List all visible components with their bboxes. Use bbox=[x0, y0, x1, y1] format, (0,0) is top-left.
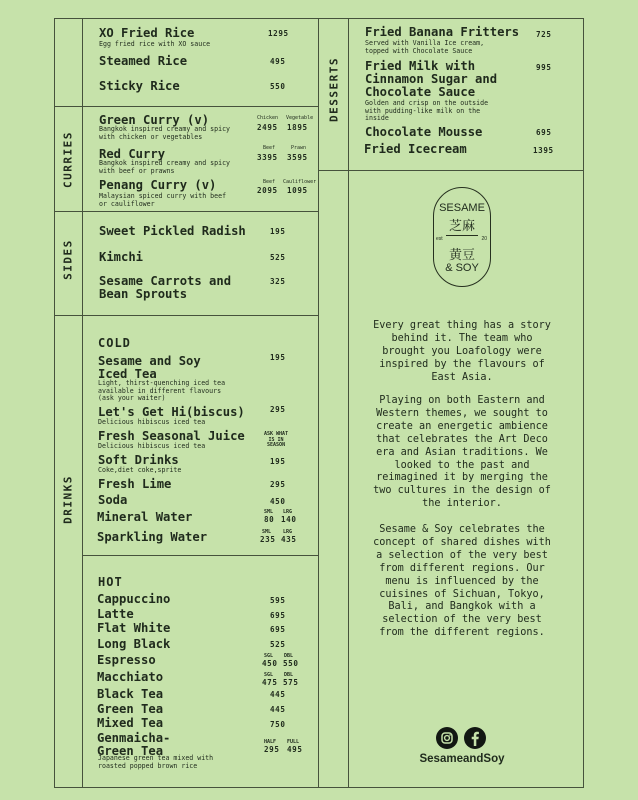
menu-item-name: Penang Curry (v) bbox=[99, 178, 217, 192]
menu-item-name: Green Curry (v) bbox=[99, 113, 210, 127]
frame-top bbox=[54, 18, 584, 19]
menu-item-price: 2495 bbox=[257, 123, 278, 132]
menu-item-price: ASK WHAT IS IN SEASON bbox=[264, 431, 289, 448]
menu-item-description: Bangkok inspired creamy and spicy with beef or prawns bbox=[99, 159, 231, 175]
logo-divider bbox=[446, 235, 478, 236]
price-option-label: DBL bbox=[284, 653, 294, 659]
menu-item-price: 295 bbox=[270, 405, 286, 414]
menu-item-description: Japanese green tea mixed with roasted popped brown rice bbox=[98, 754, 214, 770]
menu-item-name: Let's Get Hi(biscus) bbox=[98, 405, 245, 419]
menu-item-price: 525 bbox=[270, 640, 286, 649]
rule-desserts bbox=[318, 170, 584, 171]
cold-heading: COLD bbox=[98, 336, 131, 350]
menu-item-price: 595 bbox=[270, 596, 286, 605]
price-option-label: Chicken bbox=[257, 115, 279, 121]
price-option-label: Vegetable bbox=[286, 115, 314, 121]
instagram-icon[interactable] bbox=[436, 727, 458, 749]
menu-item-price: 2095 bbox=[257, 186, 278, 195]
story-paragraph-3: Sesame & Soy celebrates the concept of shared dishes with a selection of the very best from different regions. Our menu is influenced by the cuisines of Sichuan, Tokyo, Bali, and Bangkok with a selection of the very best from the different regions. bbox=[373, 524, 551, 639]
menu-item-name: Sesame and Soy Iced Tea bbox=[98, 354, 201, 381]
rule-sides bbox=[54, 211, 319, 212]
rule-drinks bbox=[54, 315, 319, 316]
menu-item-price: 1095 bbox=[287, 186, 308, 195]
menu-item-name: Kimchi bbox=[99, 250, 144, 264]
menu-item-price: 450 bbox=[262, 659, 278, 668]
menu-item-name: XO Fried Rice bbox=[99, 26, 195, 40]
menu-item-description: Delicious hibiscus iced tea bbox=[98, 418, 206, 426]
menu-item-name: Black Tea bbox=[97, 687, 164, 701]
section-label-desserts: DESSERTS bbox=[327, 57, 341, 122]
logo-est: est bbox=[436, 236, 443, 242]
menu-item-name: Green Tea bbox=[97, 702, 164, 716]
menu-item-price: 140 bbox=[281, 515, 297, 524]
menu-item-price: 475 bbox=[262, 678, 278, 687]
price-option-label: Beef bbox=[263, 179, 276, 185]
section-label-drinks: DRINKS bbox=[61, 475, 75, 524]
menu-item-description: Coke,diet coke,sprite bbox=[98, 466, 182, 474]
price-option-label: SGL bbox=[264, 672, 274, 678]
menu-item-name: Long Black bbox=[97, 637, 171, 651]
menu-item-price: 3595 bbox=[287, 153, 308, 162]
menu-item-price: 575 bbox=[283, 678, 299, 687]
menu-item-price: 435 bbox=[281, 535, 297, 544]
logo-chinese-bottom: 黄豆 bbox=[448, 248, 475, 263]
menu-item-price: 495 bbox=[287, 745, 303, 754]
section-label-sides: SIDES bbox=[61, 239, 75, 280]
menu-item-price: 750 bbox=[270, 720, 286, 729]
menu-item-price: 1295 bbox=[268, 29, 289, 38]
menu-item-name: Chocolate Mousse bbox=[365, 125, 483, 139]
logo-year: 20 bbox=[481, 236, 487, 242]
price-option-label: LRG bbox=[283, 509, 293, 515]
menu-item-name: Soda bbox=[98, 493, 128, 507]
menu-item-price: 295 bbox=[264, 745, 280, 754]
menu-item-name: Sparkling Water bbox=[97, 530, 208, 544]
menu-item-name: Fresh Lime bbox=[98, 477, 172, 491]
menu-item-price: 450 bbox=[270, 497, 286, 506]
frame-right bbox=[583, 18, 584, 788]
frame-left bbox=[54, 18, 55, 788]
menu-item-name: Macchiato bbox=[97, 670, 164, 684]
menu-item-price: 995 bbox=[536, 63, 552, 72]
frame-divider-3 bbox=[348, 18, 349, 788]
menu-item-price: 445 bbox=[270, 705, 286, 714]
menu-item-description: Delicious hibiscus iced tea bbox=[98, 442, 206, 450]
price-option-label: HALF bbox=[264, 739, 277, 745]
menu-item-price: 195 bbox=[270, 457, 286, 466]
hot-heading: HOT bbox=[98, 575, 123, 589]
logo-chinese-top: 芝麻 bbox=[448, 219, 475, 234]
social-handle[interactable]: SesameandSoy bbox=[419, 753, 505, 765]
menu-item-name: Sticky Rice bbox=[99, 79, 180, 93]
menu-item-name: Flat White bbox=[97, 621, 171, 635]
price-option-label: SGL bbox=[264, 653, 274, 659]
menu-item-price: 195 bbox=[270, 353, 286, 362]
price-option-label: DBL bbox=[284, 672, 294, 678]
menu-item-price: 495 bbox=[270, 57, 286, 66]
facebook-icon[interactable] bbox=[464, 727, 486, 749]
menu-item-price: 1895 bbox=[287, 123, 308, 132]
price-option-label: Prawn bbox=[291, 145, 307, 151]
frame-bottom bbox=[54, 787, 584, 788]
price-option-label: FULL bbox=[287, 739, 300, 745]
rule-curries bbox=[54, 106, 319, 107]
menu-item-description: Bangkok inspired creamy and spicy with chicken or vegetables bbox=[99, 125, 231, 141]
menu-item-name: Soft Drinks bbox=[98, 453, 179, 467]
price-option-label: SML bbox=[262, 529, 272, 535]
menu-item-description: Malaysian spiced curry with beef or cauliflower bbox=[99, 192, 227, 208]
menu-item-name: Sweet Pickled Radish bbox=[99, 224, 246, 238]
menu-item-name: Sesame Carrots and Bean Sprouts bbox=[99, 274, 232, 301]
section-label-curries: CURRIES bbox=[61, 131, 75, 188]
menu-item-description: Light, thirst-quenching iced tea available in different flavours (ask your waiter) bbox=[98, 379, 226, 403]
menu-item-name: Fried Icecream bbox=[364, 142, 467, 156]
story-paragraph-2: Playing on both Eastern and Western themes, we sought to create an energetic ambience that celebrates the Art Deco era and Asian traditions. We looked to the past and reimagined it by merging the two cultures in the design of the interior. bbox=[373, 395, 551, 510]
menu-item-price: 295 bbox=[270, 480, 286, 489]
price-option-label: Cauliflower bbox=[283, 179, 317, 185]
menu-item-name: Fresh Seasonal Juice bbox=[98, 429, 245, 443]
menu-item-name: Red Curry bbox=[99, 147, 166, 161]
menu-item-description: Served with Vanilla Ice cream, topped with Chocolate Sauce bbox=[365, 39, 485, 55]
menu-item-price: 695 bbox=[270, 625, 286, 634]
menu-item-name: Genmaicha- Green Tea bbox=[97, 731, 171, 758]
price-option-label: Beef bbox=[263, 145, 276, 151]
menu-item-name: Mixed Tea bbox=[97, 716, 164, 730]
frame-divider-1 bbox=[82, 18, 83, 788]
menu-item-price: 695 bbox=[536, 128, 552, 137]
menu-item-name: Espresso bbox=[97, 653, 156, 667]
menu-item-name: Mineral Water bbox=[97, 510, 193, 524]
menu-item-price: 445 bbox=[270, 690, 286, 699]
rule-hot bbox=[82, 555, 319, 556]
menu-item-price: 525 bbox=[270, 253, 286, 262]
menu-item-price: 80 bbox=[264, 515, 275, 524]
price-option-label: SML bbox=[264, 509, 274, 515]
menu-item-price: 325 bbox=[270, 277, 286, 286]
menu-item-price: 235 bbox=[260, 535, 276, 544]
menu-item-price: 695 bbox=[270, 611, 286, 620]
menu-item-price: 550 bbox=[283, 659, 299, 668]
menu-item-price: 195 bbox=[270, 227, 286, 236]
menu-item-price: 550 bbox=[270, 82, 286, 91]
logo-text-top: SESAME bbox=[439, 202, 485, 214]
menu-item-description: Egg fried rice with XO sauce bbox=[99, 40, 211, 48]
price-option-label: LRG bbox=[283, 529, 293, 535]
menu-item-name: Fried Milk with Cinnamon Sugar and Chocolate Sauce bbox=[365, 59, 498, 99]
story-paragraph-1: Every great thing has a story behind it. The team who brought you Loafology were inspired by the flavours of East Asia. bbox=[373, 320, 551, 383]
menu-item-description: Golden and crisp on the outside with pudding-like milk on the inside bbox=[365, 99, 489, 123]
menu-item-name: Fried Banana Fritters bbox=[365, 25, 520, 39]
menu-item-name: Latte bbox=[97, 607, 134, 621]
menu-item-price: 1395 bbox=[533, 146, 554, 155]
frame-divider-2 bbox=[318, 18, 319, 788]
sesame-and-soy-logo bbox=[433, 187, 491, 287]
menu-item-price: 3395 bbox=[257, 153, 278, 162]
menu-item-name: Cappuccino bbox=[97, 592, 171, 606]
menu-item-name: Steamed Rice bbox=[99, 54, 188, 68]
menu-item-price: 725 bbox=[536, 30, 552, 39]
logo-text-bottom: & SOY bbox=[445, 262, 479, 274]
